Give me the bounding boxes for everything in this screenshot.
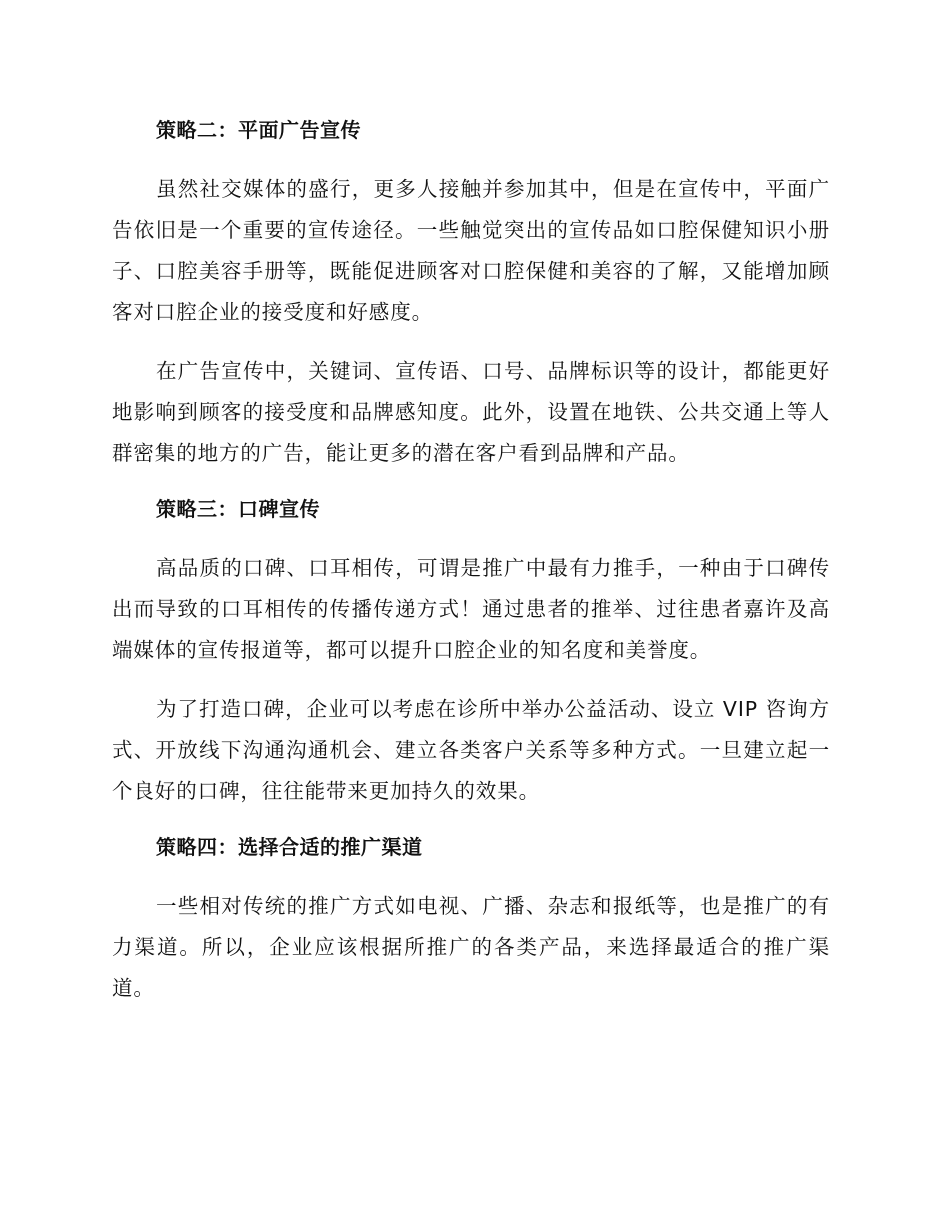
section-channels (112, 830, 830, 1009)
section-word-of-mouth (112, 492, 830, 812)
paragraph: 一些相对传统的推广方式如电视、广播、杂志和报纸等，也是推广的有力渠道。所以，企业应该根据所推广的各类产品，来选择最适合的推广渠道。 (112, 894, 830, 1000)
section-heading: 策略四：选择合适的推广渠道 (156, 835, 423, 859)
section-print-ads (112, 113, 830, 474)
paragraph: 在广告宣传中，关键词、宣传语、口号、品牌标识等的设计，都能更好地影响到顾客的接受度和品牌感知度。此外，设置在地铁、公共交通上等人群密集的地方的广告，能让更多的潜在客户看到品牌和产品。 (112, 359, 830, 465)
paragraph: 高品质的口碑、口耳相传，可谓是推广中最有力推手，一种由于口碑传出而导致的口耳相传的传播传递方式！通过患者的推举、过往患者嘉许及高端媒体的宣传报道等，都可以提升口腔企业的知名度和美誉度。 (112, 556, 830, 662)
paragraph: 虽然社交媒体的盛行，更多人接触并参加其中，但是在宣传中，平面广告依旧是一个重要的宣传途径。一些触觉突出的宣传品如口腔保健知识小册子、口腔美容手册等，既能促进顾客对口腔保健和美容的了解，又能增加顾客对口腔企业的接受度和好感度。 (112, 177, 830, 324)
section-heading: 策略二：平面广告宣传 (156, 118, 361, 142)
section-heading: 策略三：口碑宣传 (156, 497, 320, 521)
paragraph: 为了打造口碑，企业可以考虑在诊所中举办公益活动、设立 VIP 咨询方式、开放线下沟通沟通机会、建立各类客户关系等多种方式。一旦建立起一个良好的口碑，往往能带来更加持久的效果。 (112, 697, 830, 803)
